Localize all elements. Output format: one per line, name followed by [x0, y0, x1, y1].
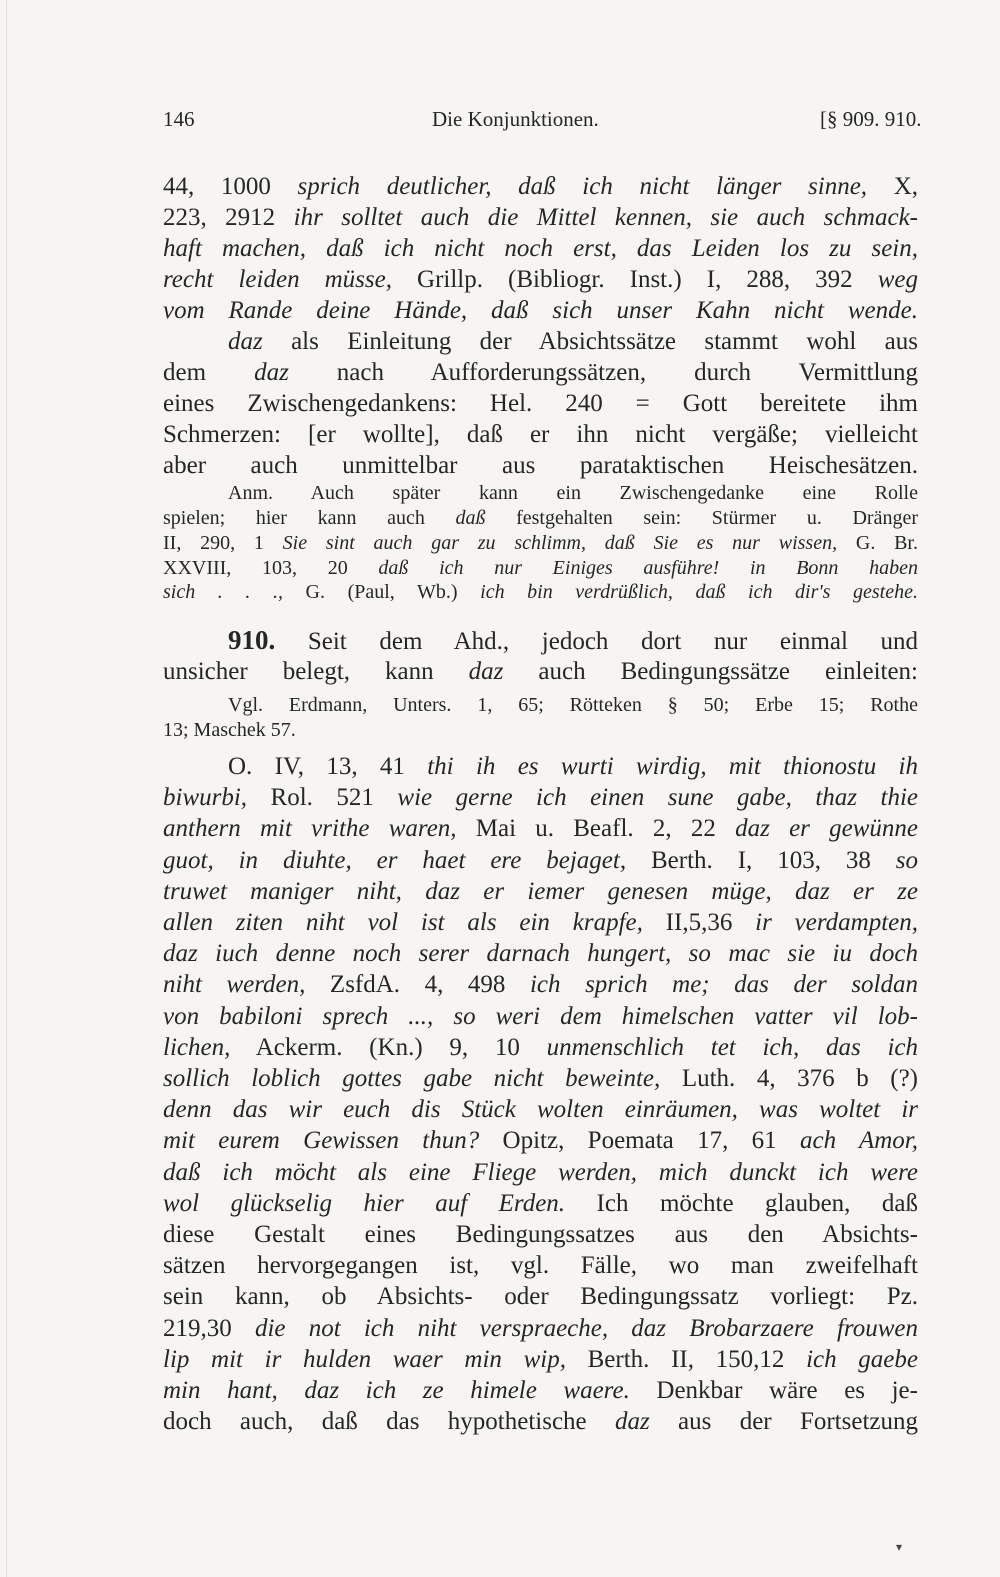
text-line [163, 1250, 918, 1282]
italic-quote: unmenschlich tet ich, das ich [546, 1033, 919, 1061]
text-run: G. (Paul, Wb.) [282, 581, 481, 603]
text-run: ZsfdA. 4, 498 [305, 971, 530, 999]
text-line [163, 813, 918, 845]
italic-quote: recht leiden müsse, [163, 266, 392, 293]
text-line [163, 938, 918, 970]
text-line [163, 907, 918, 939]
note-line [163, 530, 918, 556]
note-line [228, 480, 918, 506]
italic-quote: so [895, 846, 919, 874]
text-line [163, 1344, 918, 1376]
text-line [163, 202, 918, 234]
note-line [163, 717, 918, 743]
note-line [163, 555, 918, 581]
italic-quote: mit eurem Gewissen thun? [163, 1127, 480, 1155]
italic-quote: guot, in diuhte, er haet ere bejaget, [163, 846, 627, 874]
text-line [163, 1063, 918, 1095]
text-line [163, 1406, 918, 1438]
page-edge [6, 0, 7, 1577]
text-run: spielen; hier kann auch [163, 507, 456, 529]
italic-quote: denn das wir euch dis Stück wolten einräumen, was woltet ir [163, 1096, 918, 1124]
text-line [163, 171, 918, 203]
text-run: diese Gestalt eines Bedingungssatzes aus den Absichts- [163, 1221, 918, 1248]
text-line [163, 845, 918, 877]
text-line [228, 751, 918, 783]
text-run: 223, 2912 [163, 204, 294, 231]
text-line [163, 264, 918, 296]
text-line [163, 295, 918, 327]
italic-quote: daz [468, 658, 504, 685]
italic-quote: biwurbi, [163, 784, 248, 812]
text-run: Denkbar wäre es je- [629, 1377, 918, 1404]
text-line [163, 450, 918, 482]
italic-quote: ich gaebe [806, 1345, 918, 1373]
text-run: aus der Fortsetzung [649, 1408, 918, 1436]
note-line [163, 505, 918, 531]
italic-quote: sprich deutlicher, daß ich nicht länger sinne, [297, 173, 868, 200]
text-line [163, 1001, 918, 1033]
italic-quote: von babiloni sprech ..., so weri dem himelschen vatter vil lob- [163, 1002, 918, 1030]
italic-quote: thi ih es wurti wirdig, mit thionostu ih [427, 753, 918, 780]
italic-quote: daz er gewünne [735, 815, 918, 843]
text-run: Opitz, Poemata 17, 61 [479, 1127, 800, 1155]
running-title: Die Konjunktionen. [432, 107, 599, 131]
italic-quote: daz iuch denne noch serer darnach hungert, so mac sie iu doch [163, 940, 918, 968]
text-run: nach Aufforderungssätzen, durch Vermittlung [288, 359, 918, 386]
text-line [163, 876, 918, 908]
text-run: Grillp. (Bibliogr. Inst.) I, 288, 392 [391, 266, 878, 293]
italic-quote: min hant, daz ich ze himele waere. [163, 1377, 630, 1404]
italic-quote: daß ich möcht als eine Fliege werden, mich dunckt ich were [163, 1158, 918, 1186]
text-run: 44, 1000 [163, 173, 298, 200]
text-line [163, 1125, 918, 1157]
text-line [163, 419, 918, 451]
italic-quote: allen ziten niht vol ist als ein krapfe, [163, 909, 643, 936]
text-run: 13; Maschek 57. [163, 719, 296, 741]
text-run: auch Bedingungssätze einleiten: [503, 658, 919, 685]
italic-quote: daz [228, 328, 263, 355]
text-line [163, 1188, 918, 1220]
section-reference: [§ 909. 910. [820, 107, 922, 131]
text-run: II, 290, 1 [163, 532, 283, 554]
page-number: 146 [163, 107, 195, 131]
italic-quote: wol glückselig hier auf Erden. [163, 1189, 566, 1217]
italic-quote: anthern mit vrithe waren, [163, 815, 457, 843]
text-line [163, 357, 918, 389]
italic-quote: vom Rande deine Hände, daß sich unser Kahn nicht wende. [163, 297, 918, 324]
text-line [163, 1375, 918, 1407]
note-line [163, 579, 918, 605]
italic-quote: lichen, [163, 1033, 231, 1061]
italic-quote: lip mit ir hulden waer min wip, [163, 1345, 566, 1373]
text-run: Seit dem Ahd., jedoch dort nur einmal und [275, 628, 918, 655]
text-run: Rol. 521 [247, 784, 398, 812]
text-line [163, 782, 918, 814]
italic-quote: Sie sint auch gar zu schlimm, daß Sie es nur wissen, [282, 532, 838, 554]
text-line [163, 1094, 918, 1126]
section-number: 910. [228, 625, 276, 655]
italic-quote: sich . . ., [163, 581, 283, 603]
text-run: aber auch unmittelbar aus parataktischen Heischesätzen. [163, 452, 918, 479]
italic-quote: wie gerne ich einen sune gabe, thaz thie [397, 784, 919, 812]
italic-quote: ich bin verdrüßlich, daß ich dir's gestehe. [480, 581, 918, 603]
italic-quote: daß [455, 507, 486, 529]
text-run: eines Zwischengedankens: Hel. 240 = Gott bereitete ihm [163, 390, 918, 417]
text-run: Mai u. Beafl. 2, 22 [456, 815, 736, 843]
italic-quote: die not ich niht verspraeche, daz Brobarzaere frouwen [254, 1314, 918, 1342]
text-line [163, 1157, 918, 1189]
text-run: Schmerzen: [er wollte], daß er ihn nicht vergäße; vielleicht [163, 421, 918, 448]
text-run: Berth. II, 150,12 [565, 1345, 807, 1373]
text-line [163, 1281, 918, 1313]
italic-quote: ihr solltet auch die Mittel kennen, sie auch schmack- [293, 204, 919, 231]
text-run: sein kann, ob Absichts- oder Bedingungssatz vorliegt: Pz. [163, 1283, 918, 1311]
italic-quote: ir verdampten, [755, 909, 919, 936]
text-run: Berth. I, 103, 38 [626, 846, 896, 874]
italic-quote: daz [614, 1408, 650, 1436]
italic-quote: sollich loblich gottes gabe nicht beweinte, [163, 1065, 661, 1092]
text-run: dem [163, 359, 255, 386]
text-run: sätzen hervorgegangen ist, vgl. Fälle, wo man zweifelhaft [163, 1252, 918, 1280]
text-run: als Einleitung der Absichtssätze stammt wohl aus [262, 328, 918, 355]
text-run: doch auch, daß das hypothetische [163, 1408, 615, 1436]
text-run: 219,30 [163, 1314, 255, 1342]
text-run: Vgl. Erdmann, Unters. 1, 65; Rötteken § 50; Erbe 15; Rothe [228, 694, 918, 716]
italic-quote: truwet maniger niht, daz er iemer genesen müge, daz er ze [163, 877, 918, 905]
text-run: XXVIII, 103, 20 [163, 557, 379, 579]
text-run: G. Br. [837, 532, 918, 554]
italic-quote: haft machen, daß ich nicht noch erst, das Leiden los zu sein, [163, 235, 918, 262]
text-run: O. IV, 13, 41 [228, 753, 428, 780]
text-line [163, 1032, 918, 1064]
text-line [163, 388, 918, 420]
italic-quote: ach Amor, [799, 1127, 918, 1155]
text-run: festgehalten sein: Stürmer u. Dränger [485, 507, 918, 529]
text-run: X, [867, 173, 919, 200]
text-line [228, 326, 918, 358]
italic-quote: daß ich nur Einiges ausführe! in Bonn haben [378, 557, 919, 579]
italic-quote: ich sprich me; das der soldan [529, 971, 919, 999]
text-run: unsicher belegt, kann [163, 658, 469, 685]
text-run: Ackerm. (Kn.) 9, 10 [230, 1033, 547, 1061]
note-line [228, 692, 918, 718]
italic-quote: daz [254, 359, 289, 386]
text-run: Ich möchte glauben, daß [565, 1189, 918, 1217]
text-line [163, 656, 918, 688]
text-line [163, 1313, 918, 1345]
italic-quote: niht werden, [163, 971, 306, 999]
text-run: Luth. 4, 376 b (?) [660, 1065, 918, 1092]
text-run: Anm. Auch später kann ein Zwischengedanke eine Rolle [228, 482, 918, 504]
text-line [163, 1219, 918, 1251]
text-line [163, 969, 918, 1001]
italic-quote: weg [877, 266, 918, 293]
text-line [163, 233, 918, 265]
print-mark: ▾ [896, 1540, 903, 1554]
text-run: II,5,36 [642, 909, 756, 936]
text-line [228, 624, 918, 656]
